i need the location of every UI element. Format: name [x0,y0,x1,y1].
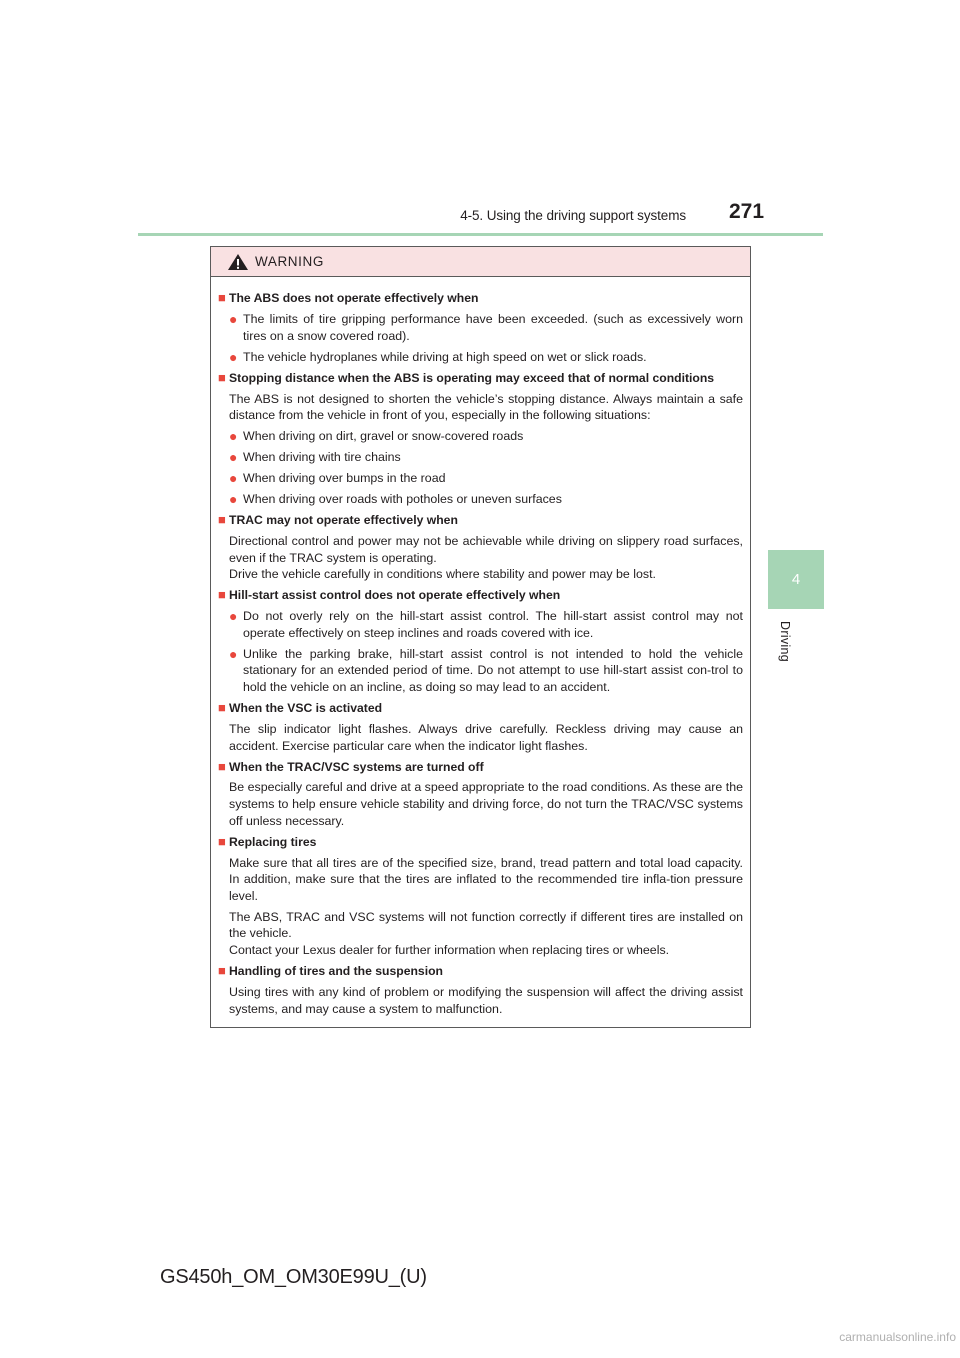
warning-section [218,587,743,695]
bullet-text: Do not overly rely on the hill-start assist control. The hill-start assist control may not operate effectively on steep inclines and roads covered with ice. [243,609,743,640]
section-title-text: Replacing tires [229,834,317,849]
section-title-text: The ABS does not operate effectively when [229,291,479,305]
section-title-text: TRAC may not operate effectively when [229,513,458,528]
bullet-item [229,608,743,641]
warning-header [211,247,750,277]
round-bullet-icon: ● [229,310,238,327]
round-bullet-icon: ● [229,428,238,445]
section-title [218,963,743,980]
round-bullet-icon: ● [229,491,238,508]
warning-section [218,963,743,1017]
square-bullet-icon: ■ [218,512,226,528]
round-bullet-icon: ● [229,470,238,487]
section-title [218,290,743,307]
bullet-item [229,311,743,344]
bullet-text: The vehicle hydroplanes while driving at high speed on wet or slick roads. [243,349,647,364]
warning-section [218,290,743,365]
round-bullet-icon: ● [229,645,238,662]
warning-section [218,834,743,959]
bullet-text: When driving with tire chains [243,450,401,465]
section-title-text: When the VSC is activated [229,700,383,715]
header-rule [138,233,823,236]
section-paragraph: Be especially careful and drive at a speed appropriate to the road conditions. As these are the systems to help ensure vehicle stability and driving force, do not turn the TRAC/VSC systems off unless necessary. [229,780,743,828]
section-title [218,700,743,717]
square-bullet-icon: ■ [218,699,226,715]
bullet-item [229,470,743,487]
section-title [218,370,743,387]
bullet-item [229,449,743,466]
section-paragraph: Make sure that all tires are of the specified size, brand, tread pattern and total load capacity. In addition, make sure that the tires are inflated to the recommended tire infla-tion pressure level. [229,855,743,903]
square-bullet-icon: ■ [218,962,226,978]
warning-triangle-icon [227,253,249,271]
warning-box [210,246,751,1028]
warning-section [218,370,743,508]
warning-body [211,277,750,1017]
warning-section [218,700,743,754]
section-paragraph: Drive the vehicle carefully in conditions where stability and power may be lost. [229,567,656,582]
header-title: 4-5. Using the driving support systems [460,208,686,223]
section-title-text: Hill-start assist control does not operate effectively when [229,588,561,603]
square-bullet-icon: ■ [218,290,226,305]
section-title-text: When the TRAC/VSC systems are turned off [229,759,484,774]
section-title [218,834,743,851]
bullet-text: When driving on dirt, gravel or snow-covered roads [243,429,524,444]
bullet-text: When driving over bumps in the road [243,471,446,486]
bullet-item [229,349,743,366]
watermark: carmanualsonline.info [839,1330,956,1344]
chapter-label: Driving [778,621,792,662]
round-bullet-icon: ● [229,348,238,365]
page-number: 271 [729,200,765,223]
square-bullet-icon: ■ [218,758,226,774]
square-bullet-icon: ■ [218,369,226,385]
bullet-item [229,491,743,508]
section-paragraph: The slip indicator light flashes. Always drive carefully. Reckless driving may cause an accident. Exercise particular care when the indicator light flashes. [229,721,743,753]
round-bullet-icon: ● [229,608,238,625]
bullet-item [229,646,743,696]
section-title [218,587,743,604]
warning-section [218,759,743,830]
section-title-text: Stopping distance when the ABS is operating may exceed that of normal conditions [229,370,715,385]
bullet-text: When driving over roads with potholes or uneven surfaces [243,492,562,507]
bullet-item [229,428,743,445]
bullet-text: The limits of tire gripping performance have been exceeded. (such as excessively worn tires on a snow covered road). [243,311,743,343]
section-paragraph: The ABS, TRAC and VSC systems will not function correctly if different tires are installed on the vehicle. [229,909,743,941]
section-paragraph: Using tires with any kind of problem or modifying the suspension will affect the driving assist systems, and may cause a system to malfunction. [229,984,743,1016]
warning-label: WARNING [255,254,324,269]
section-title [218,759,743,776]
chapter-tab [768,550,824,609]
warning-section [218,512,743,583]
section-title-text: Handling of tires and the suspension [229,963,443,978]
square-bullet-icon: ■ [218,833,226,849]
bullet-text: Unlike the parking brake, hill-start assist control is not intended to hold the vehicle stationary for an extended period of time. Do not attempt to use hill-start assist con-trol to hold the vehicle on an incline, as doing so may lead to an accident. [243,646,743,694]
round-bullet-icon: ● [229,449,238,466]
footer-code: GS450h_OM_OM30E99U_(U) [160,1266,427,1288]
section-title [218,512,743,529]
square-bullet-icon: ■ [218,587,226,603]
section-paragraph: Directional control and power may not be achievable while driving on slippery road surfaces, even if the TRAC system is operating. [229,534,743,565]
section-paragraph: The ABS is not designed to shorten the vehicle’s stopping distance. Always maintain a safe distance from the vehicle in front of you, especially in the following situations: [229,391,743,423]
chapter-number: 4 [791,571,801,588]
section-paragraph: Contact your Lexus dealer for further information when replacing tires or wheels. [229,943,670,957]
